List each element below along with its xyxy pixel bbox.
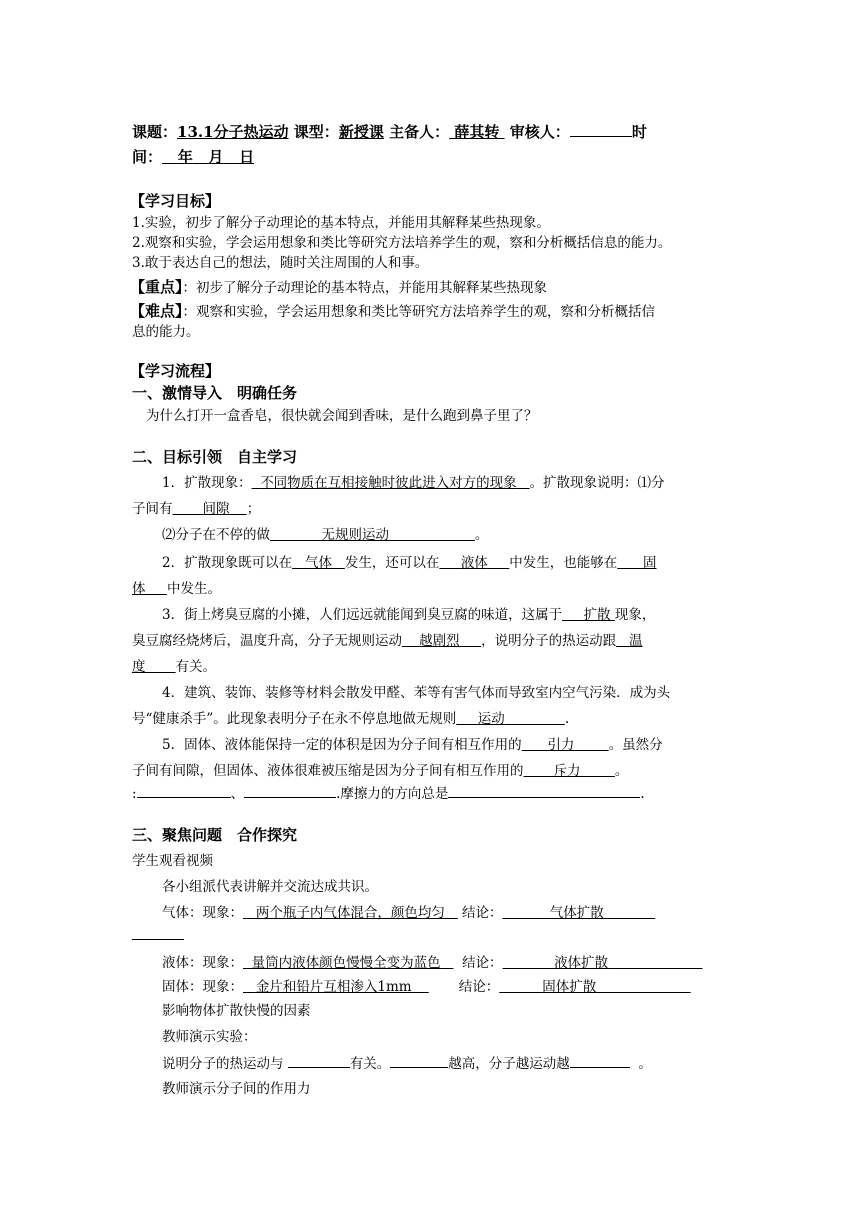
date-value — [162, 148, 254, 166]
section-3-line-2: 各小组派代表讲解并交流达成共识。 — [162, 879, 378, 895]
section-2-title: 二、目标引领 自主学习 — [132, 448, 298, 466]
section-1-text: 为什么打开一盒香皂，很快就会闻到香味，是什么跑到鼻子里了？ — [146, 408, 538, 424]
liquid-row: 液体：现象： 量筒内液体颜色慢慢全变为蓝色 结论： 液体扩散 — [162, 953, 702, 973]
question-5: 5．固体、液体能保持一定的体积是因为分子间有相互作用的 引力 。虽然分 — [162, 737, 663, 753]
process-title: 【学习流程】 — [130, 362, 221, 380]
q5-answer-1: 引力 — [547, 737, 575, 753]
liquid-conclusion: 液体扩散 — [554, 955, 609, 971]
time-label-2: 间： — [132, 148, 163, 166]
gas-row-cont — [132, 925, 184, 946]
question-1-part2: ⑵分子在不停的做 无规则运动 。 — [162, 527, 489, 543]
hard-point-cont: 息的能力。 — [132, 324, 200, 340]
question-1: 1．扩散现象： 不同物质在互相接触时彼此进入对方的现象 。扩散现象说明：⑴分 — [162, 475, 665, 491]
section-3-title: 三、聚焦问题 合作探究 — [132, 826, 298, 844]
solid-phenomenon: 金片和铅片互相渗入1mm — [255, 979, 412, 995]
day-label: 日 — [239, 148, 255, 166]
q6-blank-2 — [244, 783, 336, 798]
q6-blank-3 — [448, 783, 640, 798]
higher-blank — [390, 1053, 448, 1068]
key-label: 【重点】 — [130, 278, 183, 296]
q2-answer-1: 气体 — [304, 555, 332, 571]
question-3: 3．街上烤臭豆腐的小摊，人们远远就能闻到臭豆腐的味道，这属于 扩散 现象， — [162, 607, 656, 623]
q3-answer-3-cont: 度 — [132, 659, 146, 675]
header-line-1 — [132, 122, 647, 142]
q5-answer-2: 斥力 — [553, 763, 581, 779]
question-3-cont: 臭豆腐经烧烤后，温度升高，分子无规则运动 越剧烈 ，说明分子的热运动跟 温 — [132, 633, 643, 649]
question-4-cont: 号“健康杀手”。此现象表明分子在永不停息地做无规则 运动 . — [132, 711, 570, 727]
question-3-cont2: 度 有关。 — [132, 659, 217, 675]
goal-item-1: 1.实验，初步了解分子动理论的基本特点，并能用其解释某些热现象。 — [132, 215, 550, 231]
topic-label: 课题： — [132, 123, 178, 141]
preparer-value — [449, 123, 504, 141]
section-3-line-6: 教师演示分子间的作用力 — [162, 1081, 311, 1097]
q2-answer-3-cont: 体 — [132, 581, 146, 597]
q1-answer: 不同物质在互相接触时彼此进入对方的现象 — [260, 475, 517, 491]
type-label: 课型： — [293, 123, 339, 141]
q4-answer: 运动 — [477, 711, 505, 727]
preparer-name: 薛其转 — [454, 123, 500, 141]
month-label: 月 — [208, 148, 224, 166]
gas-conclusion-cont — [132, 925, 184, 940]
question-4: 4．建筑、装饰、装修等材料会散发甲醛、苯等有害气体而导致室内空气污染．成为头 — [162, 685, 671, 701]
hard-point — [130, 301, 655, 322]
question-5-cont: 子间有间隙，但固体、液体很难被压缩是因为分子间有相互作用的 斥力 。 — [132, 763, 629, 779]
solid-conclusion: 固体扩散 — [542, 979, 597, 995]
time-label: 时 — [631, 123, 647, 141]
goal-item-3: 3.敢于表达自己的想法，随时关注周围的人和事。 — [132, 255, 429, 271]
topic-value: 13.1分子热运动 — [177, 123, 289, 141]
type-value: 新授课 — [338, 123, 384, 141]
question-1-cont: 子间有 间隙 ； — [132, 501, 261, 517]
faster-blank — [570, 1053, 630, 1068]
gas-row: 气体：现象： 两个瓶子内气体混合，颜色均匀 结论： 气体扩散 — [162, 903, 655, 923]
section-3-line-5: 说明分子的热运动与 有关。 越高，分子越运动越 。 — [162, 1053, 652, 1074]
reviewer-blank — [570, 122, 632, 137]
preparer-label: 主备人： — [389, 123, 450, 141]
q2-answer-3: 固 — [643, 555, 657, 571]
liquid-phenomenon: 量筒内液体颜色慢慢全变为蓝色 — [251, 955, 441, 971]
gas-phenomenon: 两个瓶子内气体混合，颜色均匀 — [255, 905, 445, 921]
solid-row: 固体：现象： 金片和铅片互相渗入1mm 结论： 固体扩散 — [162, 977, 691, 997]
question-2: 2．扩散现象既可以在 气体 发生，还可以在 液体 中发生，也能够在 固 — [162, 555, 657, 571]
reviewer-label: 审核人： — [509, 123, 570, 141]
question-2-cont: 体 中发生。 — [132, 581, 221, 597]
factor-blank — [288, 1053, 350, 1068]
year-label: 年 — [177, 148, 193, 166]
q6-blank-1 — [137, 783, 231, 798]
q3-answer-3: 温 — [629, 633, 643, 649]
q3-answer-1: 扩散 — [583, 607, 611, 623]
header-line-2 — [132, 147, 254, 167]
q2-answer-2: 液体 — [460, 555, 488, 571]
hard-text: ：观察和实验，学会运用想象和类比等研究方法培养学生的观，察和分析概括信 — [182, 304, 656, 320]
q1-answer-2: 间隙 — [202, 501, 230, 517]
key-point — [130, 277, 547, 298]
section-3-line-3: 影响物体扩散快慢的因素 — [162, 1003, 311, 1019]
section-3-line-1: 学生观看视频 — [132, 853, 213, 869]
key-text: ：初步了解分子动理论的基本特点，并能用其解释某些热现象 — [182, 280, 548, 296]
hard-label: 【难点】 — [130, 302, 183, 320]
section-3-line-4: 教师演示实验： — [162, 1029, 257, 1045]
section-1-title: 一、激情导入 明确任务 — [132, 384, 298, 402]
question-6: : 、 .摩擦力的方向总是 . — [132, 783, 645, 804]
q1-answer-3: 无规则运动 — [321, 527, 389, 543]
gas-conclusion: 气体扩散 — [549, 905, 604, 921]
goal-item-2: 2.观察和实验，学会运用想象和类比等研究方法培养学生的观，察和分析概括信息的能力。 — [132, 235, 672, 251]
goals-title: 【学习目标】 — [130, 192, 221, 210]
q3-answer-2: 越剧烈 — [419, 633, 460, 649]
